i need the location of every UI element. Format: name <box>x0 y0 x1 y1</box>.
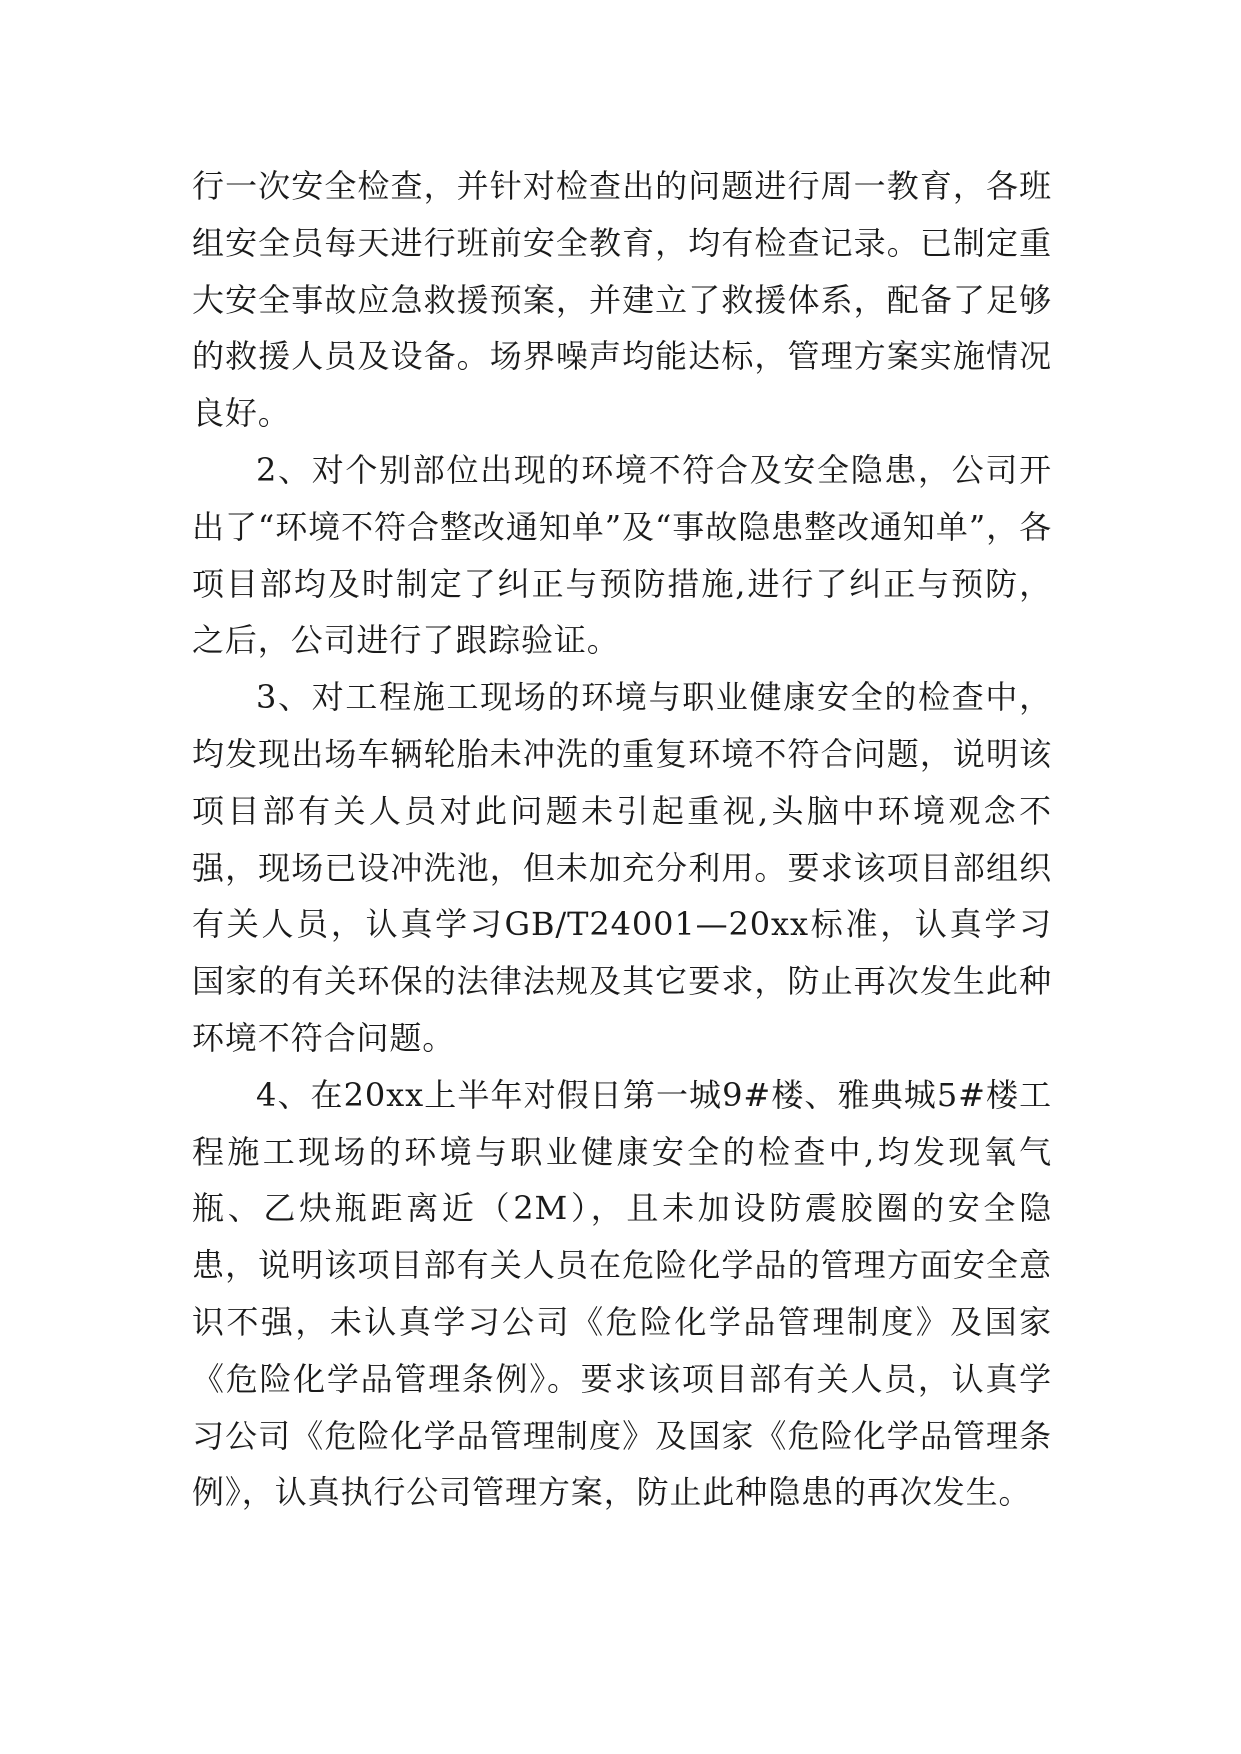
paragraph-item-2: 2、对个别部位出现的环境不符合及安全隐患，公司开出了“环境不符合整改通知单”及“事故隐患整改通知单”，各项目部均及时制定了纠正与预防措施,进行了纠正与预防，之后，公司进行了跟踪验证。 <box>192 450 1052 660</box>
document-body <box>192 158 1052 1521</box>
paragraph-item-4: 4、在20xx上半年对假日第一城9#楼、雅典城5#楼工程施工现场的环境与职业健康安全的检查中,均发现氧气瓶、乙炔瓶距离近（2M），且未加设防震胶圈的安全隐患，说明该项目部有关人员在危险化学品的管理方面安全意识不强，未认真学习公司《危险化学品管理制度》及国家《危险化学品管理条例》。要求该项目部有关人员，认真学习公司《危险化学品管理制度》及国家《危险化学品管理条例》，认真执行公司管理方案，防止此种隐患的再次发生。 <box>192 1075 1052 1512</box>
paragraph-item-3: 3、对工程施工现场的环境与职业健康安全的检查中，均发现出场车辆轮胎未冲洗的重复环境不符合问题，说明该项目部有关人员对此问题未引起重视,头脑中环境观念不强，现场已设冲洗池，但未加充分利用。要求该项目部组织有关人员，认真学习GB/T24001—20xx标准，认真学习国家的有关环保的法律法规及其它要求，防止再次发生此种环境不符合问题。 <box>192 678 1052 1057</box>
paragraph-continuation: 行一次安全检查，并针对检查出的问题进行周一教育，各班组安全员每天进行班前安全教育，均有检查记录。已制定重大安全事故应急救援预案，并建立了救援体系，配备了足够的救援人员及设备。场界噪声均能达标，管理方案实施情况良好。 <box>192 167 1052 433</box>
